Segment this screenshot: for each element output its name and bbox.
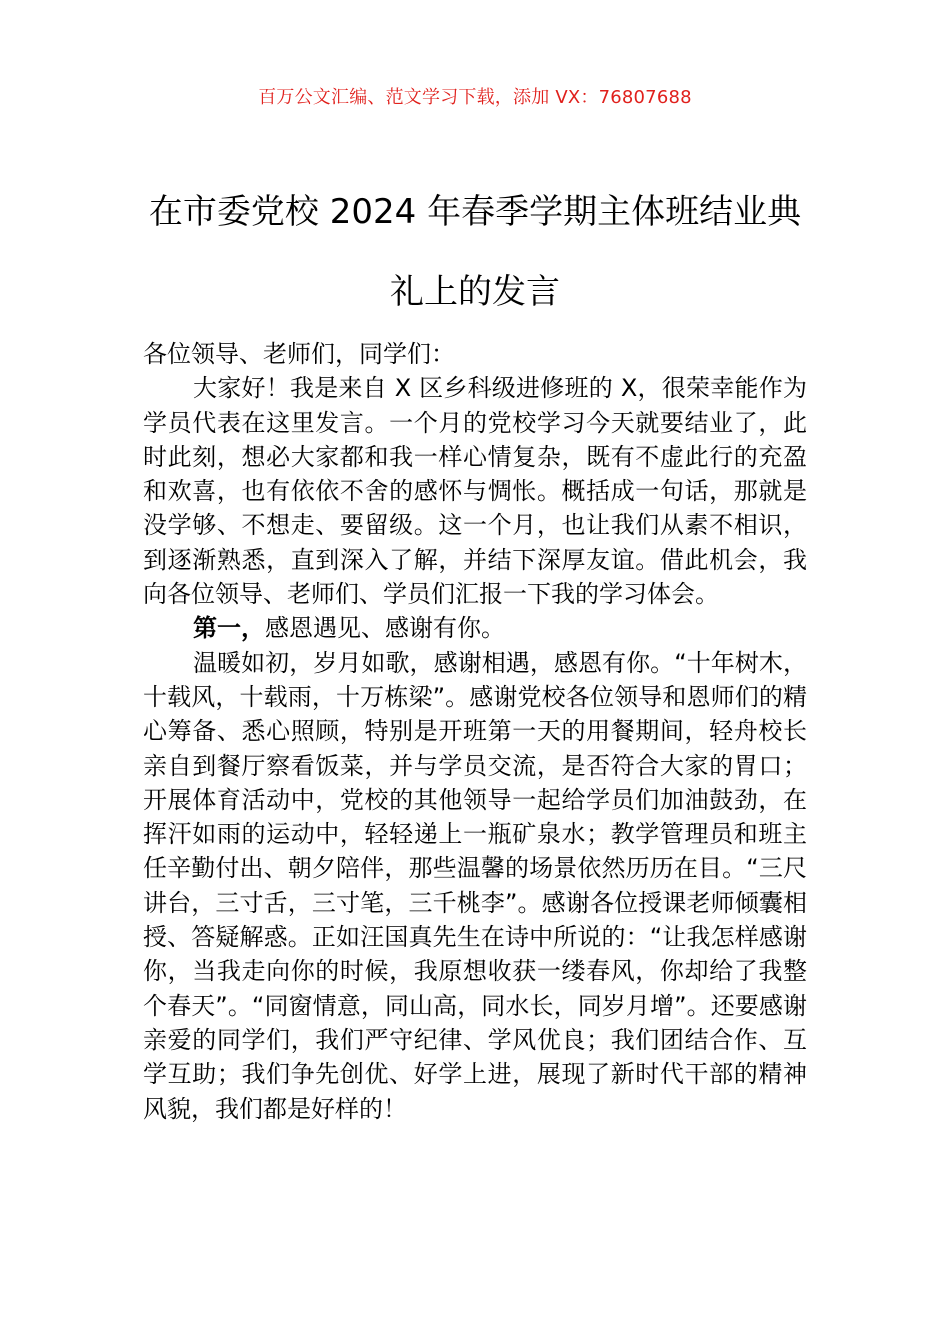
document-body <box>143 337 807 1126</box>
section-heading-1-title: 感恩遇见、感谢有你。 <box>265 614 505 643</box>
title-line-1: 在市委党校 2024 年春季学期主体班结业典 <box>148 192 802 232</box>
paragraph-intro: 大家好！我是来自 X 区乡科级进修班的 X，很荣幸能作为学员代表在这里发言。一个月的党校学习今天就要结业了，此时此刻，想必大家都和我一样心情复杂，既有不虚此行的充盈和欢喜，也有依依不舍的感怀与惆怅。概括成一句话，那就是没学够、不想走、要留级。这一个月，也让我们从素不相识，到逐渐熟悉，直到深入了解，并结下深厚友谊。借此机会，我向各位领导、老师们、学员们汇报一下我的学习体会。 <box>143 374 807 609</box>
watermark-banner: 百万公文汇编、范文学习下载，添加 VX：76807688 <box>258 87 692 108</box>
salutation: 各位领导、老师们，同学们： <box>143 340 455 368</box>
document-title <box>120 172 830 332</box>
section-heading-1 <box>143 611 807 645</box>
section-heading-1-lead: 第一， <box>193 614 265 643</box>
title-line-2: 礼上的发言 <box>390 272 560 312</box>
paragraph-section-1: 温暖如初，岁月如歌，感谢相遇，感恩有你。“十年树木，十载风，十载雨，十万栋梁”。感谢党校各位领导和恩师们的精心筹备、悉心照顾，特别是开班第一天的用餐期间，轻舟校长亲自到餐厅察看饭菜，并与学员交流，是否符合大家的胃口；开展体育活动中，党校的其他领导一起给学员们加油鼓劲，在挥汗如雨的运动中，轻轻递上一瓶矿泉水；教学管理员和班主任辛勤付出、朝夕陪伴，那些温馨的场景依然历历在目。“三尺讲台，三寸舌，三寸笔，三千桃李”。感谢各位授课老师倾囊相授、答疑解惑。正如汪国真先生在诗中所说的：“让我怎样感谢你，当我走向你的时候，我原想收获一缕春风，你却给了我整个春天”。“同窗情意，同山高，同水长，同岁月增”。还要感谢亲爱的同学们，我们严守纪律、学风优良；我们团结合作、互学互助；我们争先创优、好学上进，展现了新时代干部的精神风貌，我们都是好样的！ <box>143 648 807 1123</box>
